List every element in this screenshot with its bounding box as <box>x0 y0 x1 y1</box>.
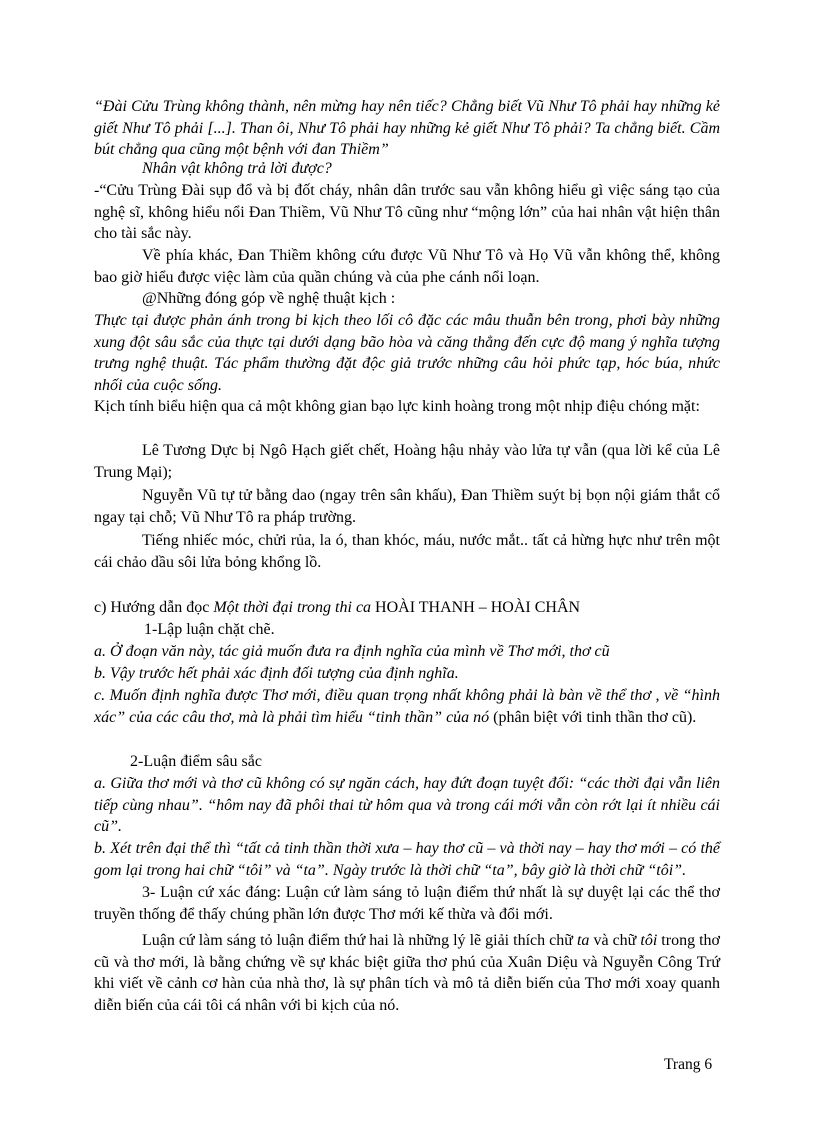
paragraph-4: Kịch tính biểu hiện qua cả một không gian bạo lực kinh hoàng trong một nhịp điệu chóng mặt: <box>94 398 700 415</box>
art-heading: @Những đóng góp về nghệ thuật kịch : <box>142 290 396 307</box>
section-c-author: HOÀI THANH – HOÀI CHÂN <box>371 599 581 616</box>
quote-paragraph: “Đài Cửu Trùng không thành, nên mừng hay nên tiếc? Chẳng biết Vũ Như Tô phải hay những kẻ giết Như Tô phải [...]. Than ôi, Như Tô phải hay những kẻ giết Như Tô phải? Ta chẳng biết. Cầm bút chẳng qua cũng một bệnh với đan Thiềm” <box>94 98 720 158</box>
paragraph-3: Thực tại được phản ánh trong bi kịch theo lối cô đặc các mâu thuẫn bên trong, phơi bày những xung đột sâu sắc của thực tại dưới dạng bão hòa và căng thẳng đến cực độ mang ý nghĩa tượng trưng nghệ thuật. Tác phẩm thường đặt độc giả trước những câu hỏi phức tạp, hóc búa, nhức nhối của cuộc sống. <box>94 312 720 394</box>
point-2-b: b. Xét trên đại thể thì “tất cả tinh thần thời xưa – hay thơ cũ – và thời nay – hay thơ mới – có thể gom lại trong hai chữ “tôi” và “ta”. Ngày trước là thời chữ “ta”, bây giờ là thời chữ “tôi”. <box>94 840 720 879</box>
word-toi: tôi <box>640 932 658 949</box>
page-number: Trang 6 <box>664 1056 713 1073</box>
point-1-b: b. Vậy trước hết phải xác định đối tượng của định nghĩa. <box>94 665 459 682</box>
paragraph-last <box>94 930 720 1016</box>
paragraph-last-text-1: Luận cứ làm sáng tỏ luận điểm thứ hai là những lý lẽ giải thích chữ <box>142 932 577 949</box>
paragraph-5: Lê Tương Dực bị Ngô Hạch giết chết, Hoàng hậu nhảy vào lửa tự vẫn (qua lời kể của Lê Trung Mại); <box>94 442 720 481</box>
paragraph-last-text-3: trong thơ cũ và thơ mới, là bằng chứng về sự khác biệt giữa thơ phú của Xuân Diệu và Nguyễn Công Trứ khi viết về cảnh cơ hàn của nhà thơ, là sự phân tích và mô tả diễn biến của Thơ mới xoay quanh diễn biến của cái tôi cá nhân với bi kịch của nó. <box>94 932 720 1014</box>
point-3: 3- Luận cứ xác đáng: Luận cứ làm sáng tỏ luận điểm thứ nhất là sự duyệt lại các thể thơ truyền thống để thấy chúng phần lớn được Thơ mới kế thừa và đổi mới. <box>94 884 720 923</box>
point-1-c <box>94 685 720 728</box>
question-line: Nhân vật không trả lời được? <box>142 160 332 177</box>
point-1: 1-Lập luận chặt chẽ. <box>144 621 275 638</box>
paragraph-6: Nguyễn Vũ tự tử bằng dao (ngay trên sân khấu), Đan Thiềm suýt bị bọn nội giám thắt cổ ngay tại chỗ; Vũ Như Tô ra pháp trường. <box>94 487 720 526</box>
point-1-c-italic: c. Muốn định nghĩa được Thơ mới, điều quan trọng nhất không phải là bàn về thể thơ , về “hình xác” của các câu thơ, mà là phải tìm hiểu “tinh thần” của nó <box>94 687 720 726</box>
point-2-a: a. Giữa thơ mới và thơ cũ không có sự ngăn cách, hay đứt đoạn tuyệt đối: “các thời đại vẫn liên tiếp cùng nhau”. “hôm nay đã phôi thai từ hôm qua và trong cái mới vẫn còn rớt lại ít nhiều cái cũ”. <box>94 775 720 835</box>
paragraph-7: Tiếng nhiếc móc, chửi rủa, la ó, than khóc, máu, nước mắt.. tất cả hừng hực như trên một cái chảo dầu sôi lửa bỏng khổng lồ. <box>94 532 720 571</box>
paragraph-last-text-2: và chữ <box>589 932 641 949</box>
section-c-heading <box>94 597 720 619</box>
point-1-c-normal: (phân biệt với tinh thần thơ cũ). <box>489 708 697 726</box>
word-ta: ta <box>576 932 590 949</box>
section-c-prefix: c) Hướng dẫn đọc <box>94 599 214 616</box>
section-c-title: Một thời đại trong thi ca <box>213 599 372 616</box>
point-1-a: a. Ở đoạn văn này, tác giả muốn đưa ra định nghĩa của mình về Thơ mới, thơ cũ <box>94 643 610 660</box>
paragraph-1: -“Cửu Trùng Đài sụp đổ và bị đốt cháy, nhân dân trước sau vẫn không hiểu gì việc sáng tạo của nghệ sĩ, không hiểu nổi Đan Thiềm, Vũ Như Tô cũng như “mộng lớn” của hai nhân vật hiện thân cho tài sắc này. <box>94 182 720 242</box>
point-2: 2-Luận điểm sâu sắc <box>130 753 262 770</box>
paragraph-2: Về phía khác, Đan Thiềm không cứu được Vũ Như Tô và Họ Vũ vẫn không thể, không bao giờ hiểu được việc làm của quần chúng và của phe cánh nổi loạn. <box>94 247 720 286</box>
